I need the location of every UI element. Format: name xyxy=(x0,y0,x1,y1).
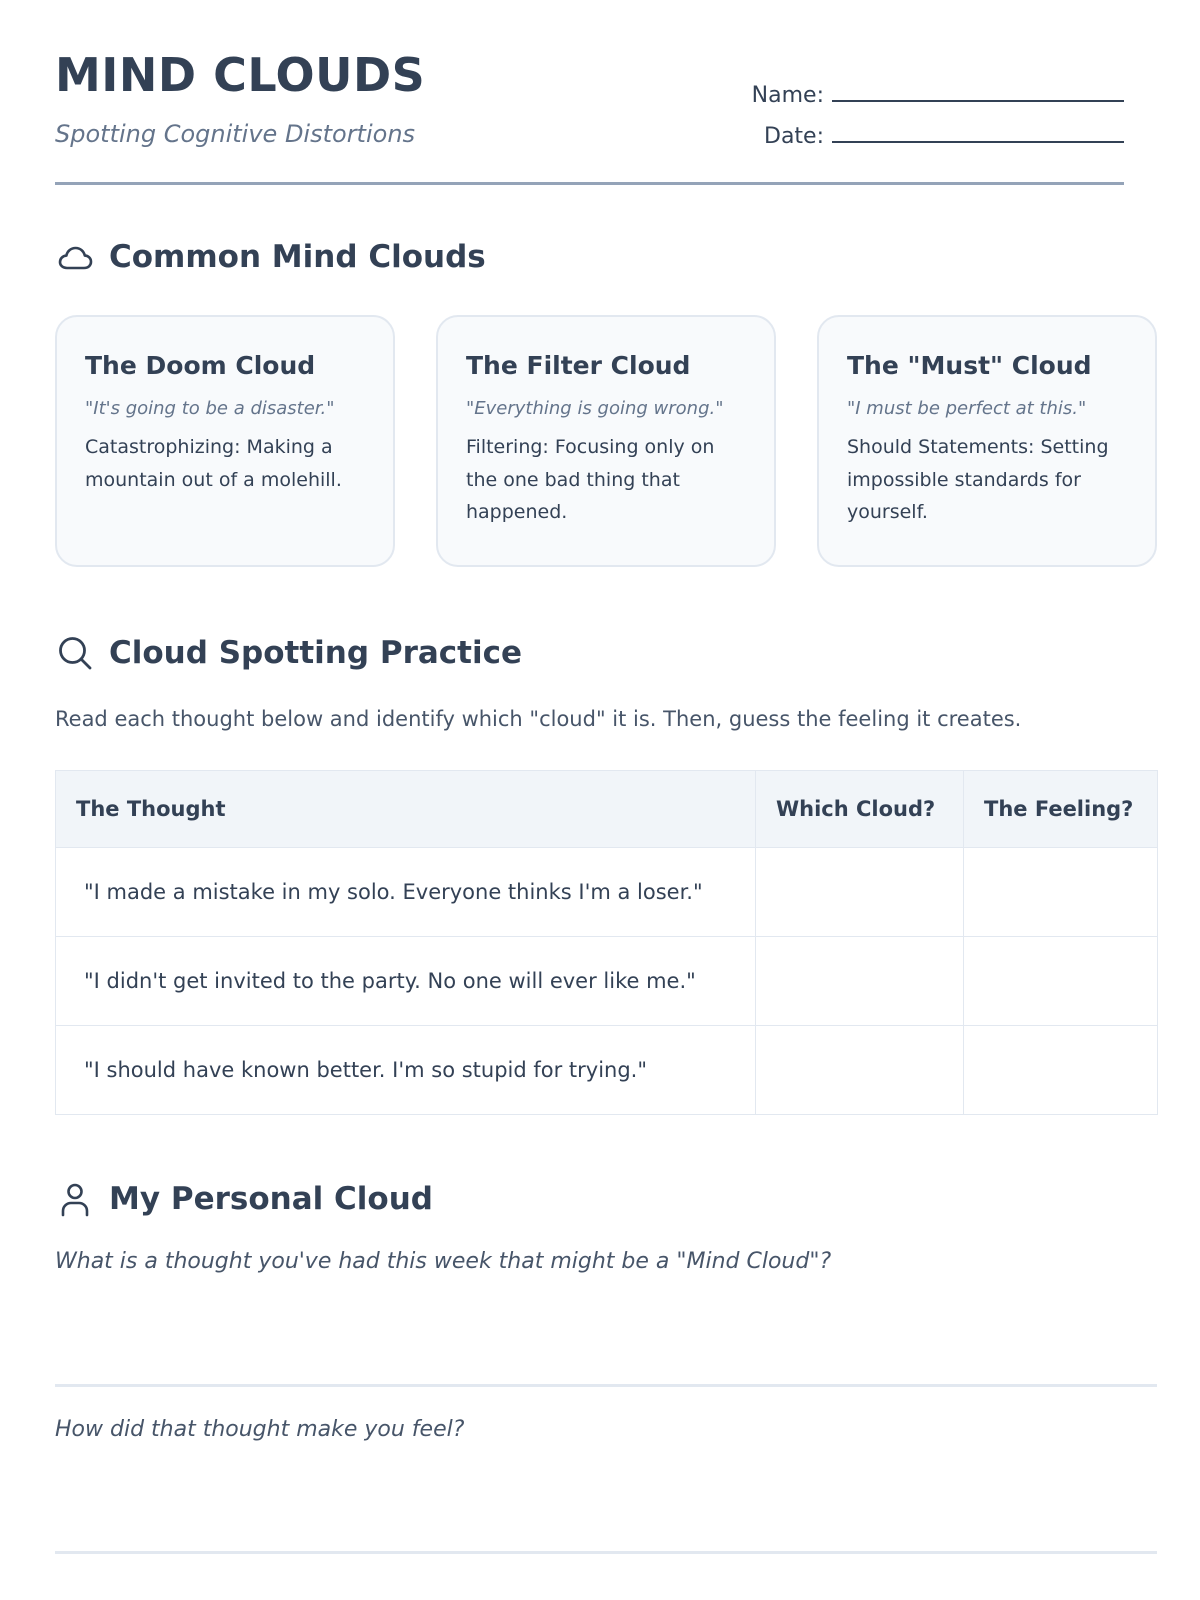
personal-cloud-heading-text: My Personal Cloud xyxy=(109,1181,433,1217)
table-row xyxy=(56,848,1158,937)
table-row xyxy=(56,1026,1158,1115)
thought-cell: "I made a mistake in my solo. Everyone thinks I'm a loser." xyxy=(56,848,756,937)
cloud-column-header: Which Cloud? xyxy=(756,771,964,848)
answer-line-feeling[interactable] xyxy=(55,1551,1157,1554)
date-blank-line xyxy=(832,123,1124,143)
cloud-answer-cell[interactable] xyxy=(756,848,964,937)
table-header-row xyxy=(56,771,1158,848)
common-clouds-heading xyxy=(55,237,486,277)
answer-line-thought[interactable] xyxy=(55,1384,1157,1387)
card-title: The "Must" Cloud xyxy=(847,351,1092,380)
page-subtitle: Spotting Cognitive Distortions xyxy=(55,120,416,148)
personal-prompt-feeling: How did that thought make you feel? xyxy=(55,1417,465,1442)
search-icon xyxy=(55,633,95,673)
feeling-column-header: The Feeling? xyxy=(964,771,1158,848)
card-quote: "It's going to be a disaster." xyxy=(85,398,335,419)
worksheet-header xyxy=(55,0,1124,185)
practice-instructions: Read each thought below and identify which "cloud" it is. Then, guess the feeling it creates. xyxy=(55,707,1022,731)
name-label: Name: xyxy=(751,83,824,108)
page-title: MIND CLOUDS xyxy=(55,48,426,102)
personal-prompt-thought: What is a thought you've had this week that might be a "Mind Cloud"? xyxy=(55,1249,832,1274)
name-blank-line xyxy=(832,82,1124,102)
practice-heading xyxy=(55,633,522,673)
date-field xyxy=(744,123,1124,164)
practice-table xyxy=(55,770,1158,1115)
thought-cell: "I didn't get invited to the party. No one will ever like me." xyxy=(56,937,756,1026)
must-cloud-card xyxy=(817,315,1157,567)
date-label: Date: xyxy=(764,124,824,149)
card-title: The Doom Cloud xyxy=(85,351,316,380)
name-date-fields xyxy=(744,82,1124,164)
cloud-icon xyxy=(55,237,95,277)
cloud-answer-cell[interactable] xyxy=(756,1026,964,1115)
doom-cloud-card xyxy=(55,315,395,567)
practice-heading-text: Cloud Spotting Practice xyxy=(109,635,523,671)
card-title: The Filter Cloud xyxy=(466,351,691,380)
feeling-answer-cell[interactable] xyxy=(964,848,1158,937)
card-description: Should Statements: Setting impossible standards for yourself. xyxy=(847,436,1109,524)
card-quote: "I must be perfect at this." xyxy=(847,398,1087,419)
card-description: Filtering: Focusing only on the one bad thing that happened. xyxy=(466,436,715,524)
filter-cloud-card xyxy=(436,315,776,567)
cloud-answer-cell[interactable] xyxy=(756,937,964,1026)
cloud-cards xyxy=(55,315,1157,567)
common-clouds-heading-text: Common Mind Clouds xyxy=(109,239,486,275)
card-description: Catastrophizing: Making a mountain out of a molehill. xyxy=(85,436,342,491)
thought-cell: "I should have known better. I'm so stupid for trying." xyxy=(56,1026,756,1115)
feeling-answer-cell[interactable] xyxy=(964,1026,1158,1115)
card-quote: "Everything is going wrong." xyxy=(466,398,724,419)
user-icon xyxy=(55,1179,95,1219)
feeling-answer-cell[interactable] xyxy=(964,937,1158,1026)
name-field xyxy=(744,82,1124,123)
personal-cloud-heading xyxy=(55,1179,433,1219)
thought-column-header: The Thought xyxy=(56,771,756,848)
table-row xyxy=(56,937,1158,1026)
